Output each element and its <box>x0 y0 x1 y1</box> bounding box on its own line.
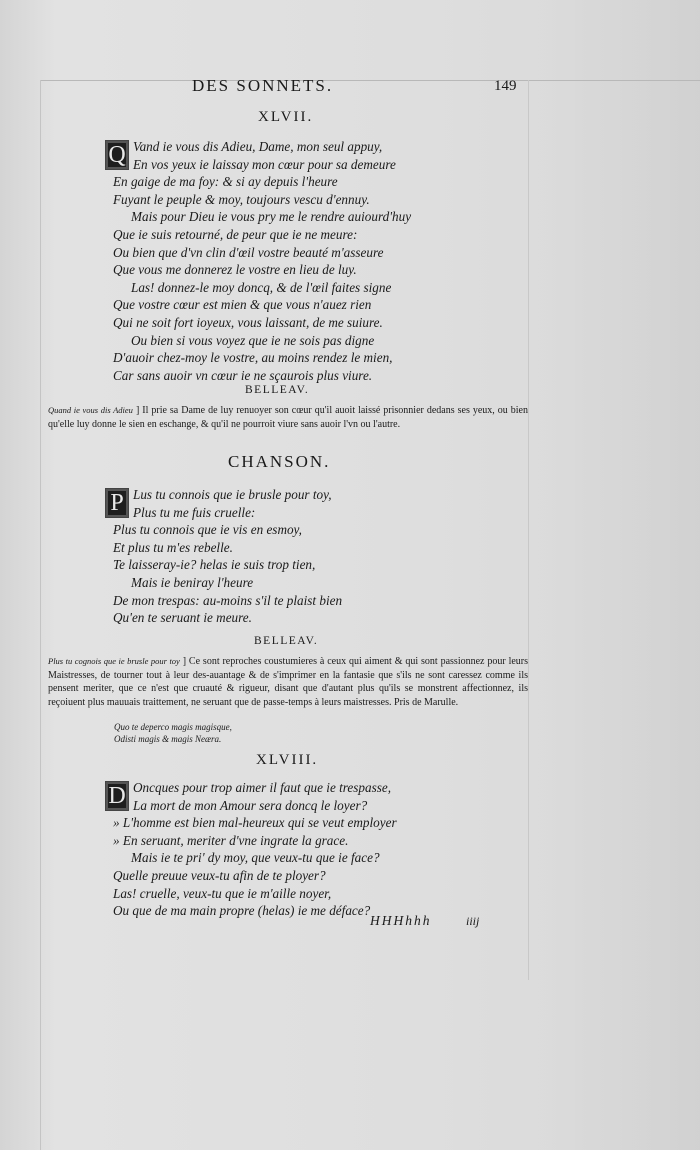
commentary-1-lemma: Quand ie vous dis Adieu <box>48 405 133 415</box>
commentary-1-text: ] Il prie sa Dame de luy renuoyer son cœur qu'il auoit laissé prisonnier dedans ses yeux, ou bien qu'elle luy donne le sien en eschange, & qu'il ne pourroit viure sans auoir l'vn ou l'autre. <box>48 405 528 430</box>
commentary-2-text: ] Ce sont reproches coustumieres à ceux qui aiment & qui sont passionnez pour leurs Maistresses, de tourner tout à leur des-auantage & de s'imprimer en la fantasie que s'ils ne sont caressez comme ils pensent meriter, que ce n'est que cruauté & rigueur, disant que d'autant plus qu'ils se monstrent affectionnez, ils reçoiuent plus mauuais traittement, ne seruant que de passe-temps à leurs maistresses. Pris de Marulle. <box>48 656 529 708</box>
verse-line: Quelle preuue veux-tu afin de te ployer? <box>113 867 326 883</box>
verse-line: Te laisseray-ie? helas ie suis trop tien, <box>113 557 316 573</box>
signature-number: iiij <box>466 914 480 928</box>
chanson-dropcap: P <box>105 488 129 518</box>
commentary-2 <box>48 655 528 709</box>
verse-line: La mort de mon Amour sera doncq le loyer? <box>133 797 368 813</box>
sonnet-47-dropcap: Q <box>105 140 129 170</box>
sonnet-47-number: XLVII. <box>258 109 314 125</box>
verse-line: Que vous me donnerez le vostre en lieu de luy. <box>113 262 357 278</box>
commentary-2-lemma: Plus tu cognois que ie brusle pour toy <box>48 656 180 666</box>
page-shadow <box>540 0 700 1150</box>
verse-line: Mais pour Dieu ie vous pry me le rendre auiourd'huy <box>131 209 412 225</box>
verse-line: Las! donnez-le moy doncq, & de l'œil faites signe <box>131 279 392 295</box>
verse-line: Ou que de ma main propre (helas) ie me déface? <box>113 903 371 919</box>
verse-line: Fuyant le peuple & moy, toujours vescu d'ennuy. <box>113 191 370 207</box>
verse-line: Plus tu me fuis cruelle: <box>133 504 256 520</box>
verse-line: Mais ie te pri' dy moy, que veux-tu que ie face? <box>131 850 380 866</box>
verse-line: Lus tu connois que ie brusle pour toy, <box>133 487 332 502</box>
verse-line: Las! cruelle, veux-tu que ie m'aille noyer, <box>113 885 332 901</box>
verse-line: Que vostre cœur est mien & que vous n'auez rien <box>113 297 372 313</box>
latin-quote <box>114 721 232 745</box>
verse-line: » En seruant, meriter d'vne ingrate la grace. <box>113 832 349 848</box>
verse-line: D'auoir chez-moy le vostre, au moins rendez le mien, <box>113 350 393 366</box>
verse-line: Oncques pour trop aimer il faut que ie trespasse, <box>133 780 391 795</box>
sonnet-48-dropcap: D <box>105 781 129 811</box>
sonnet-48-number: XLVIII. <box>256 752 319 768</box>
verse-line: Qui ne soit fort ioyeux, vous laissant, de me suiure. <box>113 314 383 330</box>
sonnet-48-verse <box>108 779 533 920</box>
verse-line: Car sans auoir vn cœur ie ne sçaurois plus viure. <box>113 367 373 383</box>
running-head: DES SONNETS. <box>192 76 334 95</box>
commentary-1 <box>48 404 528 431</box>
chanson-verse <box>110 486 533 627</box>
commentary-2-author: BELLEAV. <box>254 635 319 647</box>
quote-line: Odisti magis & magis Neæra. <box>114 734 222 744</box>
verse-line: Et plus tu m'es rebelle. <box>113 539 233 555</box>
verse-line: En gaige de ma foy: & si ay depuis l'heure <box>113 174 338 190</box>
chanson-title: CHANSON. <box>228 452 331 471</box>
verse-line: Qu'en te seruant ie meure. <box>113 610 252 626</box>
verse-line: De mon trespas: au-moins s'il te plaist bien <box>113 592 343 608</box>
top-rule <box>40 80 700 81</box>
sonnet-47-verse <box>108 138 533 384</box>
page-number: 149 <box>494 78 517 94</box>
verse-line: Vand ie vous dis Adieu, Dame, mon seul appuy, <box>133 139 383 154</box>
signature-mark: HHHhhh <box>370 913 432 928</box>
verse-line: Que ie suis retourné, de peur que ie ne meure: <box>113 226 358 242</box>
verse-line: Plus tu connois que ie vis en esmoy, <box>113 522 302 538</box>
quote-line: Quo te deperco magis magisque, <box>114 722 232 732</box>
verse-line: Ou bien si vous voyez que ie ne sois pas digne <box>131 332 375 348</box>
left-margin-rule <box>40 80 41 1150</box>
commentary-1-author: BELLEAV. <box>245 384 310 396</box>
verse-line: Ou bien que d'vn clin d'œil vostre beauté m'asseure <box>113 244 384 260</box>
verse-line: En vos yeux ie laissay mon cœur pour sa demeure <box>133 156 396 172</box>
verse-line: Mais ie beniray l'heure <box>131 574 254 590</box>
verse-line: » L'homme est bien mal-heureux qui se veut employer <box>113 815 397 831</box>
